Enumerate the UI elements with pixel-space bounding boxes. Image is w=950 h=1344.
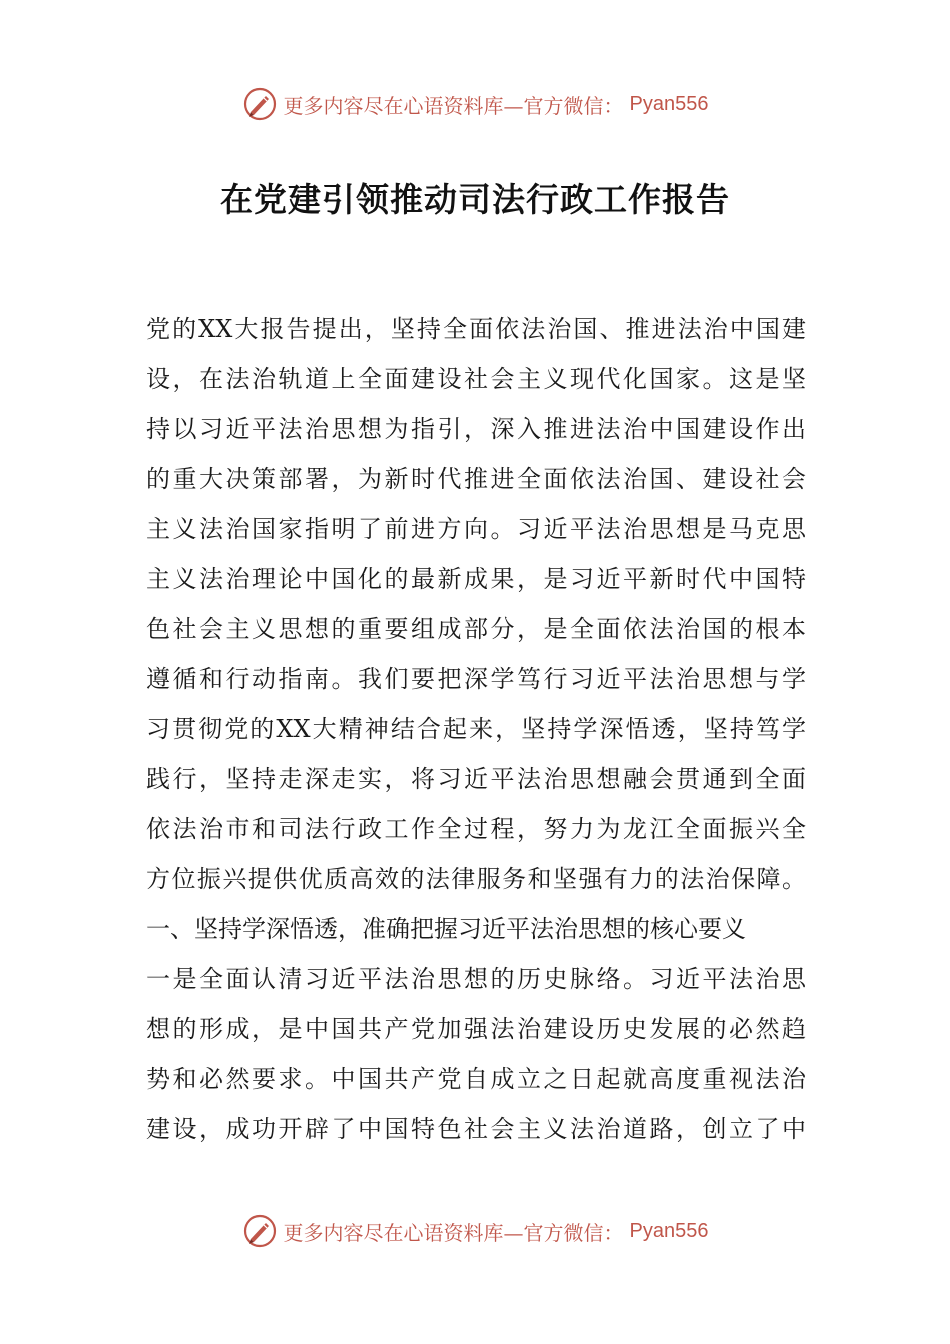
text-line: 色社会主义思想的重要组成部分，是全面依法治国的根本 (146, 615, 806, 643)
text-line: 设，在法治轨道上全面建设社会主义现代化国家。这是坚 (146, 365, 806, 393)
text-line: 遵循和行动指南。我们要把深学笃行习近平法治思想与学 (146, 665, 806, 693)
text-line: 主义法治国家指明了前进方向。习近平法治思想是马克思 (146, 515, 806, 543)
text-line: 主义法治理论中国化的最新成果，是习近平新时代中国特 (146, 565, 806, 593)
text-line: 方位振兴提供优质高效的法律服务和坚强有力的法治保障。 (146, 865, 806, 893)
text-line: 党的XX大报告提出，坚持全面依法治国、推进法治中国建 (146, 315, 806, 343)
text-line: 一是全面认清习近平法治思想的历史脉络。习近平法治思 (146, 965, 806, 993)
footer-banner (0, 1211, 950, 1251)
section-heading: 一、坚持学深悟透，准确把握习近平法治思想的核心要义 (146, 915, 746, 943)
pen-logo-icon (242, 86, 278, 122)
banner-text: 更多内容尽在心语资料库—官方微信： (283, 1220, 624, 1245)
body-text (146, 304, 806, 1154)
text-line: 想的形成，是中国共产党加强法治建设历史发展的必然趋 (146, 1015, 806, 1043)
document-title: 在党建引领推动司法行政工作报告 (220, 180, 730, 219)
header-banner (0, 84, 950, 124)
text-line: 践行，坚持走深走实，将习近平法治思想融会贯通到全面 (146, 765, 806, 793)
text-line: 持以习近平法治思想为指引，深入推进法治中国建设作出 (146, 415, 806, 443)
pen-logo-icon (242, 1213, 278, 1249)
banner-text: 更多内容尽在心语资料库—官方微信： (283, 93, 624, 118)
wechat-id: Pyan556 (629, 1219, 709, 1242)
text-line: 依法治市和司法行政工作全过程，努力为龙江全面振兴全 (146, 815, 806, 843)
text-line: 建设，成功开辟了中国特色社会主义法治道路，创立了中 (146, 1115, 806, 1143)
wechat-id: Pyan556 (629, 92, 709, 115)
text-line: 势和必然要求。中国共产党自成立之日起就高度重视法治 (146, 1065, 806, 1093)
text-line: 习贯彻党的XX大精神结合起来，坚持学深悟透，坚持笃学 (146, 715, 806, 743)
text-line: 的重大决策部署，为新时代推进全面依法治国、建设社会 (146, 465, 806, 493)
